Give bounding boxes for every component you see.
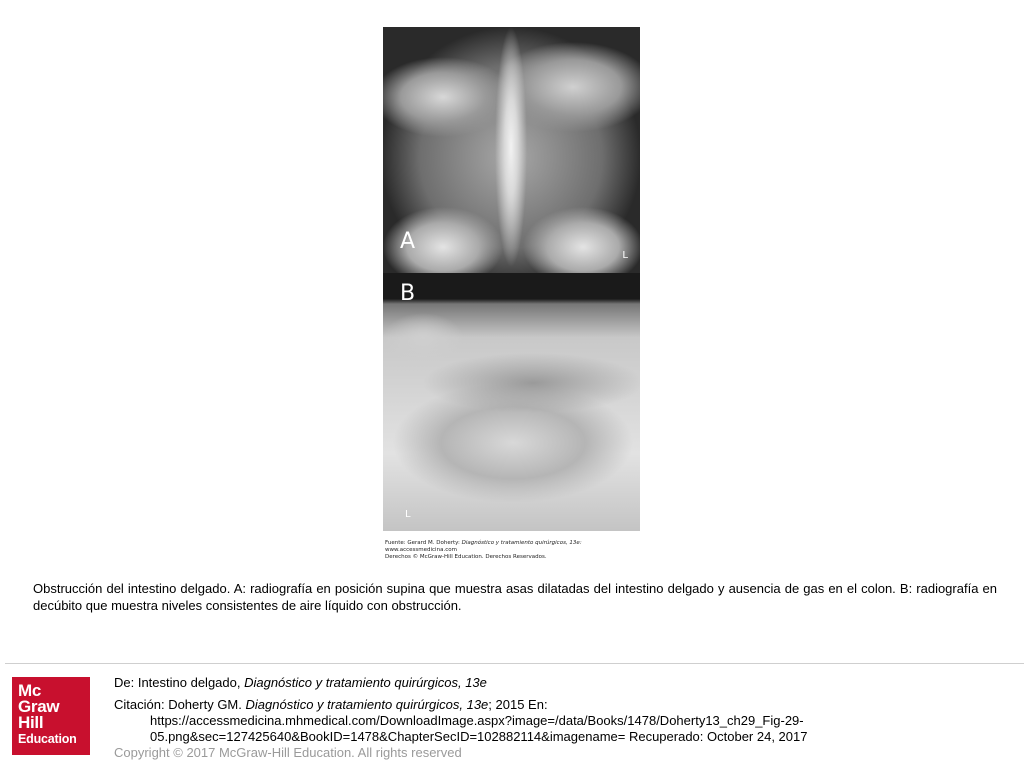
credit-prefix: Fuente: Gerard M. Doherty: [385,540,462,546]
logo-line-1: Mc [18,681,42,700]
logo-line-3: Hill [18,713,44,732]
panel-a-label: A [400,229,416,254]
citation-prefix: Citación: Doherty GM. [114,697,246,712]
citation-url-line-1: https://accessmedicina.mhmedical.com/DownloadImage.aspx?image=/data/Books/1478/Doherty13_ch29_Fig-29- [150,713,804,728]
xray-image-supine [383,27,640,273]
panel-b-marker: L [405,509,411,520]
citation-line [114,697,994,713]
citation-suffix: ; 2015 En: [488,697,548,712]
figure-caption: Obstrucción del intestino delgado. A: radiografía en posición supina que muestra asas dilatadas del intestino delgado y ausencia de gas en el colon. B: radiografía en decúbito que muestra niveles consistentes de aire líquido con obstrucción. [33,581,997,613]
credit-rights: Derechos © McGraw-Hill Education. Derechos Reservados. [385,554,547,560]
mcgraw-hill-logo [12,677,90,755]
logo-line-2: Graw [18,697,60,716]
panel-b-label: B [400,281,416,306]
panel-a-marker: L [622,250,628,261]
xray-image-decubitus [383,273,640,531]
source-prefix: De: Intestino delgado, [114,675,245,690]
credit-title: Diagnóstico y tratamiento quirúrgicos, 13e: [461,540,582,546]
credit-url: www.accessmedicina.com [385,547,457,553]
source-title: Diagnóstico y tratamiento quirúrgicos, 13e [244,675,487,690]
source-line [114,675,994,691]
citation-footer [114,675,994,761]
logo-line-4: Education [18,732,77,746]
figure [383,27,640,562]
citation-title: Diagnóstico y tratamiento quirúrgicos, 13e [245,697,489,712]
figure-credit [385,540,635,561]
citation-url-line-2: 05.png&sec=127425640&BookID=1478&ChapterSecID=102882114&imagename= Recuperado: October 24, 2017 [150,729,808,744]
copyright-notice: Copyright © 2017 McGraw-Hill Education. All rights reserved [114,745,462,760]
divider [5,663,1024,664]
